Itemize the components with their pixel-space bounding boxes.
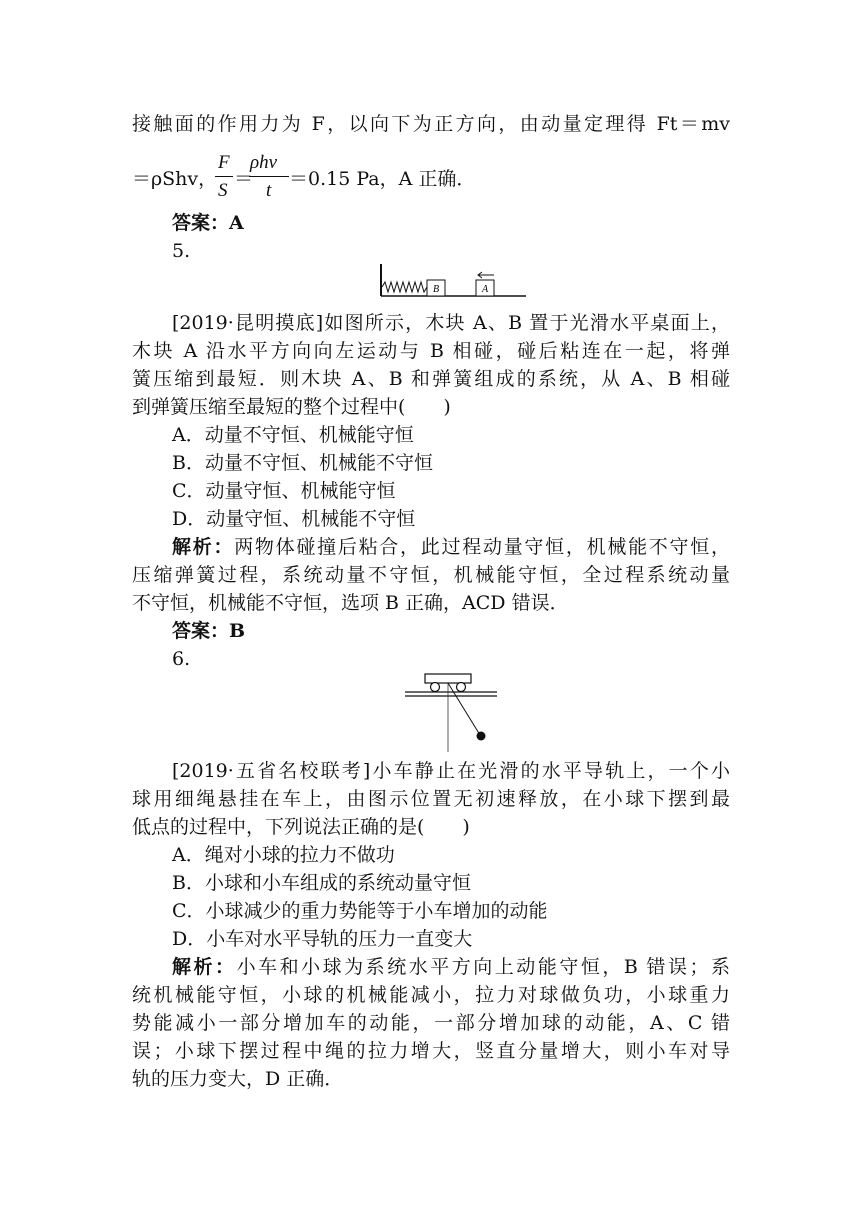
question-6-option-a: A．绳对小球的拉力不做功 (172, 844, 395, 866)
question-5-option-c: C．动量守恒、机械能守恒 (172, 480, 396, 502)
question-6-option-d: D．小车对水平导轨的压力一直变大 (172, 928, 473, 950)
question-6-stem-line-1: [2019·五省名校联考]小车静止在光滑的水平导轨上，一个小 (172, 760, 730, 782)
question-5-stem-line-2: 木块 A 沿水平方向向左运动与 B 相碰，碰后粘连在一起，将弹 (132, 340, 730, 362)
spring-blocks-figure (378, 262, 528, 300)
question-6-option-c: C．小球减少的重力势能等于小车增加的动能 (172, 900, 548, 922)
fraction-1-numerator: F (218, 152, 230, 173)
question-5-number: 5. (172, 240, 191, 262)
fraction-equals: ＝ (234, 168, 254, 190)
block-a-label: A (482, 284, 489, 295)
question-5-stem-line-4: 到弹簧压缩至最短的整个过程中( ) (132, 396, 451, 418)
fraction-2-numerator: ρhv (250, 152, 278, 173)
answer-prev: 答案：A (172, 212, 244, 234)
question-5-option-d: D．动量守恒、机械能不守恒 (172, 508, 416, 530)
question-5-option-a: A．动量不守恒、机械能守恒 (172, 424, 414, 446)
block-b-label: B (433, 284, 440, 295)
question-5-option-b: B．动量不守恒、机械能不守恒 (172, 452, 433, 474)
question-6-analysis-line-3: 势能减小一部分增加车的动能，一部分增加球的动能，A、C 错 (132, 1012, 730, 1034)
cart-pendulum-figure (400, 668, 500, 752)
fraction-2-denominator: t (266, 180, 272, 201)
question-6-analysis-line-2: 统机械能守恒，小球的机械能减小，拉力对球做负功，小球重力 (132, 984, 730, 1006)
fraction-1-denominator: S (218, 180, 228, 201)
fraction-1-bar (215, 176, 233, 177)
question-5-answer: 答案：B (172, 620, 246, 642)
fraction-2-bar (249, 176, 289, 177)
solution-line-1: 接触面的作用力为 F，以向下为正方向，由动量定理得 Ft＝mv (132, 113, 730, 135)
question-5-analysis-line-1: 解析：两物体碰撞后粘合，此过程动量守恒，机械能不守恒， (172, 536, 730, 558)
question-5-stem-line-1: [2019·昆明摸底]如图所示，木块 A、B 置于光滑水平桌面上， (172, 312, 730, 334)
question-6-analysis-line-4: 误；小球下摆过程中绳的拉力增大，竖直分量增大，则小车对导 (132, 1040, 730, 1062)
question-6-analysis-line-1: 解析：小车和小球为系统水平方向上动能守恒，B 错误；系 (172, 956, 730, 978)
question-5-stem-line-3: 簧压缩到最短．则木块 A、B 和弹簧组成的系统，从 A、B 相碰 (132, 368, 730, 390)
question-6-stem-line-2: 球用细绳悬挂在车上，由图示位置无初速释放，在小球下摆到最 (132, 788, 730, 810)
question-6-option-b: B．小球和小车组成的系统动量守恒 (172, 872, 471, 894)
question-5-analysis-line-3: 不守恒，机械能不守恒，选项 B 正确，ACD 错误． (132, 592, 569, 614)
question-6-analysis-line-5: 轨的压力变大，D 正确． (132, 1068, 344, 1090)
solution-line-2b: ＝0.15 Pa，A 正确． (289, 168, 476, 190)
question-5-analysis-line-2: 压缩弹簧过程，系统动量不守恒，机械能守恒，全过程系统动量 (132, 564, 730, 586)
solution-line-2a: ＝ρShv， (132, 168, 218, 190)
question-6-stem-line-3: 低点的过程中，下列说法正确的是( ) (132, 816, 470, 838)
question-6-number: 6. (172, 648, 191, 670)
